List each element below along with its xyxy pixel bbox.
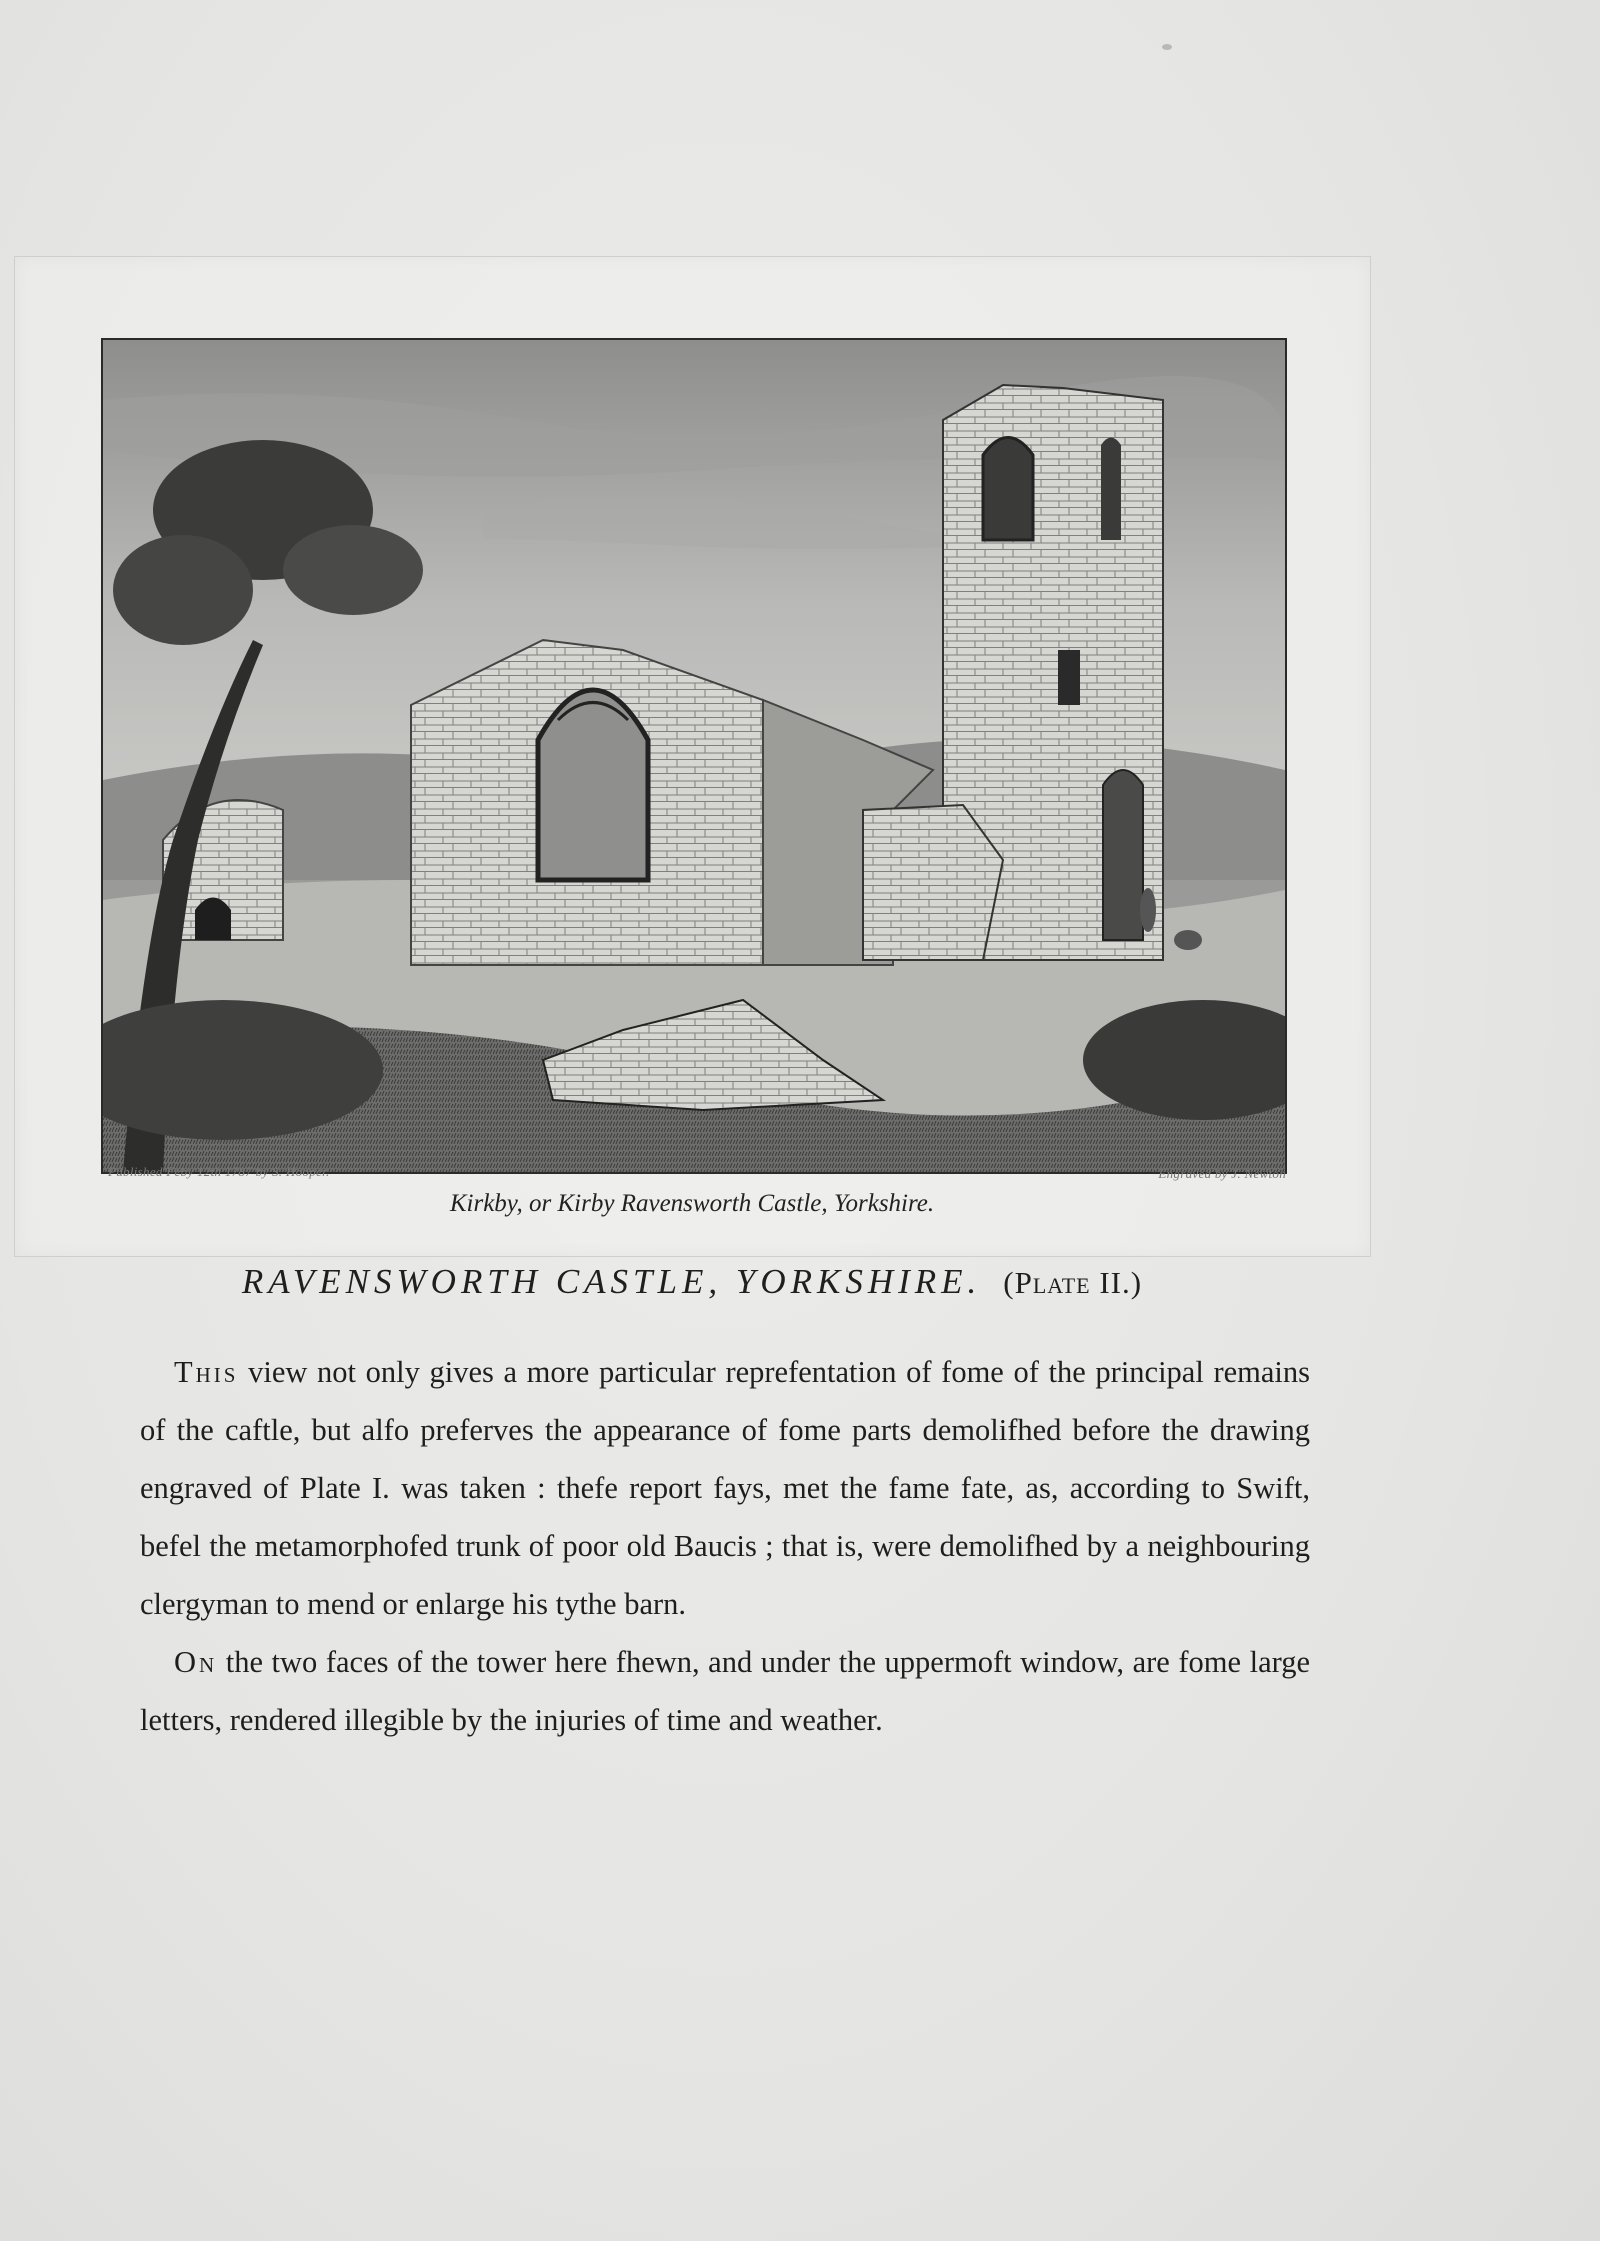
paragraph-2-lead: On	[174, 1645, 218, 1679]
left-ruin-doorway	[195, 898, 231, 941]
tree-foliage-2	[113, 535, 253, 645]
engraving-image	[101, 338, 1287, 1174]
gothic-window	[538, 690, 648, 880]
paper-speck	[1162, 44, 1172, 50]
heading-plate-label: (Plate II.)	[1003, 1265, 1143, 1300]
figure-seated	[1174, 930, 1202, 950]
engraver-imprint: Engraved by J. Newton	[1158, 1166, 1286, 1181]
paragraph-1-lead: This	[174, 1355, 239, 1389]
page-heading	[101, 1262, 1283, 1302]
tower-small-window	[1058, 650, 1080, 705]
tower-slit	[1101, 438, 1121, 541]
paragraph-2-text: the two faces of the tower here fhewn, and under the uppermoft window, are fome large letters, rendered illegible by the injuries of time and weather.	[140, 1645, 1310, 1737]
heading-title: RAVENSWORTH CASTLE, YORKSHIRE.	[241, 1262, 982, 1301]
paragraph-1-text: view not only gives a more particular reprefentation of fome of the principal remains of the caftle, but alfo preferves the appearance of fome parts demolifhed before the drawing engraved of Plate I. was taken : thefe report fays, met the fame fate, as, according to Swift, befel the metamorphofed trunk of poor old Baucis ; that is, were demolifhed by a neighbouring clergyman to mend or enlarge his tythe barn.	[140, 1355, 1310, 1621]
paragraph-1	[140, 1343, 1310, 1633]
body-text	[140, 1343, 1310, 1749]
tower-window	[983, 438, 1033, 541]
engraving-illustration	[103, 340, 1285, 1172]
figure-standing	[1140, 888, 1156, 932]
paragraph-2	[140, 1633, 1310, 1749]
tree-foliage-3	[283, 525, 423, 615]
publisher-imprint: Published Feby 12th 1787 by S. Hooper.	[108, 1164, 330, 1179]
plate-caption: Kirkby, or Kirby Ravensworth Castle, Yorkshire.	[449, 1190, 935, 1217]
tower-doorway	[1103, 770, 1143, 940]
